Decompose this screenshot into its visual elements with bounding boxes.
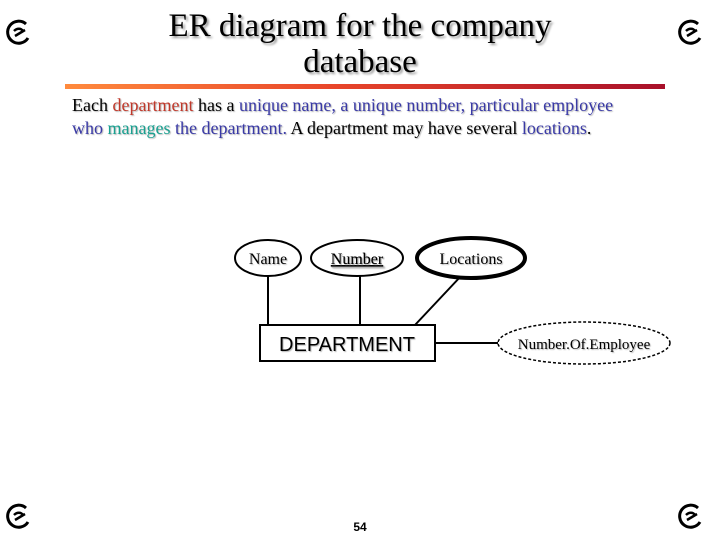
connector-locations: [415, 275, 462, 325]
description-line-2-segment: locations: [521, 118, 587, 138]
description-line-1-segment: unique name, a unique number, particular employee: [234, 95, 614, 115]
description-line-2-segment: the department.: [170, 118, 287, 138]
description-line-2-segment: manages: [107, 118, 171, 138]
attribute-name-label: Name: [248, 251, 288, 268]
description-line-2-segment: A department may have several: [286, 118, 522, 138]
entity-department-label: DEPARTMENT: [279, 334, 415, 356]
description-line-1-segment: Each: [72, 95, 113, 115]
page-number: 54: [353, 520, 367, 534]
description-line-2-segment: .: [586, 118, 592, 138]
title-line-2: database: [303, 44, 417, 80]
title-line-1: ER diagram for the company: [168, 8, 552, 44]
attribute-locations-label: Locations: [439, 251, 503, 268]
description-line-1-segment: has a: [193, 95, 235, 115]
attribute-employees-label: Number.Of.Employee: [517, 337, 651, 353]
attribute-number-label: Number: [330, 251, 384, 268]
description-line-2-segment: who: [72, 118, 108, 138]
description-line-1-segment: department: [112, 95, 194, 115]
